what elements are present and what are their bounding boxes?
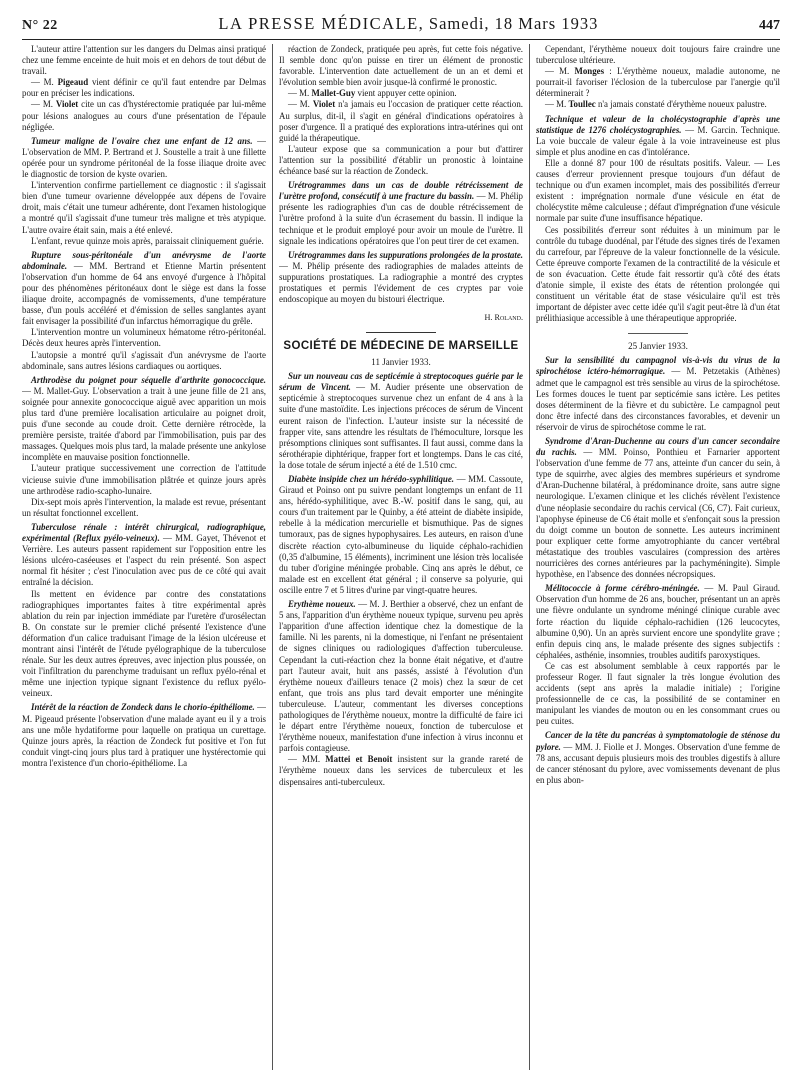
author-signature: H. Roland. (484, 313, 523, 323)
column-2-paragraphs-top (279, 44, 523, 305)
columns (22, 44, 780, 1070)
page-number: 447 (759, 18, 780, 33)
section-paragraph (279, 371, 523, 471)
prefix: — M. (31, 77, 58, 88)
paragraph-text: — M. Phélip présente des radiographies de malades atteints de suppurations prostatiques. La radiographie a montré des cryptes prostatiques et permis l'évidement de ces cryptes par voie endoscopique au moyen du bistouri électrique. (279, 260, 523, 305)
section-heading: Tumeur maligne de l'ovaire chez une enfant de 12 ans. (31, 135, 253, 146)
paragraph-text: Ce cas est absolument semblable à ceux rapportés par le professeur Roger. Il faut signaler la très longue évolution des accidents (sept ans après la maladie initiale) ; l'origine professionnelle de ce cas, la possibilité de se contaminer en manipulant les viandes de mouton ou en les consommant crues ou peu cuites. (536, 660, 780, 727)
paragraph-text: Ces possibilités d'erreur sont réduites à un minimum par le contrôle du tubage duodénal, par l'étude des signes tirés de l'examen du carrefour, par l'épreuve de la valeur fonctionnelle de la vésicule. Cette épreuve comporte l'examen de la contractilité de la vésicule et de son évacuation. Cette étude fait ressortir qu'à côté des états d'atonie simple, il existe des états de rétention prolongée qui constituent un véritable état de stase vésiculaire qu'il est très important de dépister avec cette idée qu'il s'agit peut-être là d'un état prélithiasique accessible à une thérapeutique appropriée. (536, 224, 780, 324)
paragraph (279, 754, 523, 787)
paragraph-text: — M. Paul Giraud. Observation d'un homme de 26 ans, boucher, présentant un an après une fièvre ondulante un syndrome méningé clinique curable avec forte réaction du liquide céphalo-rachidien (126 leucocytes, albumine 0,90). Un an après survient encore une spondylite grave ; enfin depuis cinq ans, le malade présente des signes subjectifs : céphalées, asthénie, insomnies, troubles auditifs paroxystiques. (536, 583, 780, 660)
section-paragraph (536, 730, 780, 785)
header-rule (22, 39, 780, 40)
paragraph-text: — M. Audier présente une observation de septicémie à streptocoques survenue chez un enfant de 4 ans à la suite d'une mastoïdite. Les injections précoces de sérum de Vincent eurent raison de l'infection. L'auteur insiste sur la nécessité de frapper vite, sans attendre les résultats de l'hémoculture, lorsque les présomptions cliniques sont suffisantes. Il faut aussi, comme dans la sérothérapie diphtérique, frapper fort et longtemps. Dans le cas cité, la dose totale de sérum injecté a été de 1.510 cmc. (279, 382, 523, 470)
paragraph (22, 497, 266, 519)
speaker-name: Violet (55, 99, 79, 110)
paragraph-text: — M. Mallet-Guy. L'observation a trait à une jeune fille de 21 ans, soignée pour annexite gonococcique aiguë avec apparition un mois plus tard d'une première localisation articulaire au poignet droit, puis d'une seconde au coude droit. Cette dernière rétrocède, la première persiste, traitée d'abord par l'immobilisation, puis par des massages. Quelques mois plus tard, la malade présente une ankylose incomplète en mauvaise position fonctionnelle. (22, 385, 266, 463)
paragraph (536, 99, 780, 110)
paragraph-text: Cependant, l'érythème noueux doit toujours faire craindre une tuberculose ultérieure. (536, 44, 780, 66)
column-1 (22, 44, 266, 1070)
paragraph-text: — MM. Cassoute, Giraud et Poinso ont pu suivre pendant longtemps un enfant de 11 ans, hérédo-syphilitique, avec B.-W. positif dans le sang, qui, au cours d'un traitement par le Quinby, a été atteint de diabète insipide, rebelle à la médication mercurielle et bismuthique. Pas de signes tumoraux, pas de signes hypophysaires. Les auteurs, en raison d'une discrète réaction cyto-albumineuse du liquide céphalo-rachidien (0,35 d'albumine, 15 éléments), incriminent une lésion très localisée du tuber d'origine méningée probable. Cinq ans après le début, ce malade est en excellent état général ; il conserve sa polyurie, qui oscille entre 7 et 5 litres d'urine par vingt-quatre heures. (279, 474, 523, 595)
paragraph-text: L'auteur pratique successivement une correction de l'attitude vicieuse suivie d'une immobilisation plâtrée et quinze jours après une arthrodèse radio-scapho-lunaire. (22, 463, 266, 496)
section-heading: Urétrogrammes dans un cas de double rétrécissement de l'urètre profond, consécutif à une fracture du bassin. (279, 180, 523, 202)
section-heading: Intérêt de la réaction de Zondeck dans le chorio-épithéliome. (31, 702, 255, 713)
paragraph (22, 236, 266, 247)
paragraph (22, 44, 266, 77)
paragraph (279, 99, 523, 143)
paragraph-text: — MM. Gayet, Thévenot et Verrière. Les auteurs passent rapidement sur l'opposition entre les lésions ulcéro-caséeuses et l'aspect du rein présenté. Son aspect normal fit hésiter ; c'est l'inoculation avec pus de ce côté qui avait entraîné la décision. (22, 533, 266, 588)
paragraph (536, 158, 780, 225)
speaker-name: Mattei et Benoit (325, 754, 393, 765)
paragraph-text: L'intervention confirme partiellement ce diagnostic : il s'agissait bien d'une tumeur ovarienne développée aux dépens de l'ovaire droit, mais c'était une tumeur adhérente, dont l'examen histologique a montré qu'il s'agissait d'une tumeur très maligne et très atypique. L'autre ovaire était sain, mais a été enlevé. (22, 180, 266, 235)
speaker-name: Pigeaud (57, 77, 89, 88)
paragraph (22, 77, 266, 99)
section-divider (366, 332, 436, 333)
journal-title (218, 14, 598, 34)
prefix: — M. (545, 66, 575, 77)
column-3 (536, 44, 780, 1070)
section-heading: Arthrodèse du poignet pour séquelle d'arthrite gonococcique. (31, 374, 266, 385)
section-paragraph (22, 375, 266, 464)
section-divider (628, 333, 688, 334)
issue-number: N° 22 (22, 18, 58, 33)
speaker-name: Monges (574, 66, 605, 77)
paragraph-text: Dix-sept mois après l'intervention, la malade est revue, présentant un résultat fonctionnel excellent. (22, 496, 266, 518)
paragraph (536, 44, 780, 66)
section-paragraph (536, 436, 780, 580)
section-paragraph (22, 136, 266, 180)
section-heading: Sur un nouveau cas de septicémie à streptocoques guérie par le sérum de Vincent. (279, 371, 523, 393)
section-paragraph (279, 250, 523, 305)
paragraph-text: — M. Pigeaud présente l'observation d'une malade ayant eu il y a trois ans une môle hydatiforme pour laquelle on pratiqua un curettage. Quinze jours après, la réaction de Zondeck fut positive et l'on fut conduit vingt-cinq jours plus tard à pratiquer une hystérectomie qui montra l'existence d'un chorio-épithéliome. La (22, 702, 266, 768)
paragraph-text: cite un cas d'hystérectomie pratiquée par lui-même pour lésions analogues au cours d'une présentation de l'épaule négligée. (22, 99, 266, 132)
paragraph-text: n'a jamais eu l'occasion de pratiquer cette réaction. Au surplus, dit-il, il s'agit en général d'indications opératoires à poser d'urgence. Il a pratiqué des explorations intra-utérines qui ont guidé la thérapeutique. (279, 99, 523, 143)
section-paragraph (536, 583, 780, 661)
paragraph-text: Ils mettent en évidence par contre des constatations radiographiques importantes faites à titre expérimental après ablation du rein par injection immédiate par l'uretère d'urosélectan B. On constate sur le premier cliché présenté l'existence d'une déformation d'un calice traduisant l'image de la lésion ulcéreuse et montrant ainsi l'intérêt de l'étude pyélographique de la tuberculose rénale. Sur les deux autres épreuves, avec injection plus poussée, on voit l'infiltration du parenchyme traduisant un reflux pyélo-rénal et même une injection typique signant l'existence du reflux pyélo-veineux. (22, 588, 266, 699)
prefix: — M. (288, 88, 312, 99)
section-paragraph (22, 250, 266, 328)
paragraph (22, 327, 266, 349)
section-paragraph (22, 522, 266, 589)
section-paragraph (279, 599, 523, 754)
column-3-paragraphs-top (536, 44, 780, 324)
paragraph-text: — L'observation de MM. P. Bertrand et J. Soustelle a trait à une fillette opérée pour un syndrome péritonéal de la fosse iliaque droite avec le diagnostic de torsion de kyste ovarien. (22, 135, 266, 180)
section-heading: Rupture sous-péritonéale d'un anévrysme de l'aorte abdominale. (22, 249, 266, 271)
paragraph-text: vient définir ce qu'il faut entendre par Delmas pour en préciser les indications. (22, 77, 266, 99)
paragraph-text: L'auteur expose que sa communication a pour but d'attirer l'attention sur la possibilité d'établir un pronostic à lointaine échéance basé sur la réaction de Zondeck. (279, 143, 523, 177)
prefix: — MM. (288, 754, 326, 765)
society-title: SOCIÉTÉ DE MÉDECINE DE MARSEILLE (283, 340, 519, 353)
section-heading: Tuberculose rénale : intérêt chirurgical, radiographique, expérimental (Reflux pyélo-veineux). (22, 521, 266, 544)
column-divider (529, 44, 530, 1070)
paragraph (279, 144, 523, 177)
paragraph-text: L'autopsie a montré qu'il s'agissait d'un anévrysme de l'aorte abdominale, sans autres lésions cardiaques ou aortiques. (22, 349, 266, 371)
speaker-name: Mallet-Guy (311, 88, 356, 99)
session-date: 25 Janvier 1933. (628, 341, 688, 352)
paragraph-text: — M. Garcin. Technique. La voie buccale de valeur égale à la voie intraveineuse est plus simple et plus anodine en cas d'intolérance. (536, 124, 780, 157)
speaker-name: Toullec (568, 99, 596, 110)
paragraph (22, 99, 266, 132)
section-paragraph (536, 114, 780, 158)
prefix: — M. (545, 99, 569, 110)
column-1-paragraphs (22, 44, 266, 769)
column-2 (279, 44, 523, 1070)
paragraph-text: Elle a donné 87 pour 100 de résultats positifs. Valeur. — Les causes d'erreur proviennent presque toujours d'un défaut de technique ou d'un examen incomplet, mais des possibilités d'erreur existent : imprégnation normale d'une vésicule en état de cholécystite même calculeuse ; défaut d'imprégnation d'une vésicule normale par suite d'une insuffisance hépatique. (536, 157, 780, 224)
prefix: — M. (31, 99, 56, 110)
paragraph-text: insistent sur la grande rareté de l'érythème noueux dans les services de tuberculeux et les dispensaires anti-tuberculeux. (279, 754, 523, 787)
column-3-paragraphs-bottom (536, 355, 780, 786)
issue-date: , Samedi, 18 Mars 1933 (418, 14, 599, 33)
paragraph-text: — M. Petzetakis (Athènes) admet que le campagnol est très sensible au virus de la spirochétose. Les formes douces le tuent par septicémie sans ictère. Les petites doses déterminent de la fièvre et du subictère. Le campagnol peut donc être infecté dans des circonstances favorables, et devenir un réservoir de virus de spirochétose comme le rat. (536, 366, 780, 432)
section-heading: Cancer de la tête du pancréas à symptomatologie de sténose du pylore. (536, 730, 780, 752)
paragraph-text: — MM. Poinso, Ponthieu et Farnarier apportent l'observation d'une femme de 77 ans, atteinte d'un cancer du sein, à type de squirrhe, avec algies des membres supérieurs et syndrome d'Aran-Duchenne bilatéral, à prédominance droite, sans autre signe neurologique. L'examen clinique et les clichés révèlent l'existence d'une néoplasie secondaire du rachis cervical (C6, C7). Fait curieux, l'apophyse épineuse de C6 était molle et s'enfonçait sous la pression du doigt comme un bouton de sonnette. Les auteurs incriminent pour expliquer cette forme amyotrophiante du cancer vertébral métastatique des troubles vasculaires (compression des artères nourricières des cornes antérieures par la pachyméningite). Simple hypothèse, en l'absence des données nécropsiques. (536, 447, 780, 580)
paragraph (22, 180, 266, 235)
paragraph-text: n'a jamais constaté d'érythème noueux palustre. (595, 99, 767, 110)
paragraph-text: — M. J. Berthier a observé, chez un enfant de 5 ans, l'apparition d'un érythème noueux typique, survenu peu après l'apparition d'une affection identique chez la domestique de la famille. Ni les parents, ni la domestique, ni l'enfant ne présentaient de signes cliniques ou radiologiques d'affection tuberculeuse. Cependant la cuti-réaction chez la bonne était négative, et d'autre part l'auteur avait, huit ans passés, assisté à l'évolution d'un érythème noueux d'ailleurs tenace (2 mois) chez la sœur de cet enfant, que trois ans plus tard devait emporter une méningite tuberculeuse. L'auteur, commentant les diverses conceptions pathologiques de l'érythème noueux, montre la difficulté de faire ici le départ entre l'érythème noueux, fonction de tuberculose et l'érythème noueux, manifestation d'une infection à virus inconnu et parfois contagieuse. (279, 599, 523, 754)
paragraph-text: réaction de Zondeck, pratiquée peu après, fut cette fois négative. Il semble donc qu'on puisse en tirer un élément de pronostic favorable. L'intervention date actuellement de un an et demi et l'évolution semble bien avoir jusque-là confirmé le pronostic. (279, 44, 523, 88)
column-2-paragraphs-bottom (279, 371, 523, 787)
section-heading: Sur la sensibilité du campagnol vis-à-vis du virus de la spirochétose ictéro-hémorragique. (536, 355, 780, 377)
paragraph-text: vient appuyer cette opinion. (355, 88, 457, 99)
paragraph (22, 589, 266, 700)
page-header (22, 14, 780, 36)
paragraph-text: : L'érythème noueux, maladie autonome, ne pourrait-il favoriser l'éclosion de la tuberculose par l'anergie qu'il déterminerait ? (536, 66, 780, 99)
section-paragraph (22, 702, 266, 769)
paragraph-text: L'enfant, revue quinze mois après, paraissait cliniquement guérie. (31, 235, 264, 246)
paragraph (22, 463, 266, 496)
journal-name: LA PRESSE MÉDICALE (218, 14, 419, 33)
paragraph (279, 88, 523, 99)
newspaper-page (22, 14, 780, 1074)
paragraph-text: — MM. Bertrand et Etienne Martin présentent l'observation d'un homme de 64 ans envoyé d'urgence à l'hôpital pour des phénomènes péritonéaux dont le siège est dans la fosse iliaque droite, accompagnés de vomissements, d'une température basse, d'un pouls accéléré et d'émission de selles sanglantes ayant fait envisager la possibilité d'un infarctus hémorragique du grêle. (22, 260, 266, 327)
society-date: 11 Janvier 1933. (371, 357, 431, 368)
paragraph (536, 66, 780, 99)
paragraph-text: L'intervention montre un volumineux hématome rétro-péritonéal. Décès deux heures après l'intervention. (22, 327, 266, 349)
section-heading: Syndrome d'Aran-Duchenne au cours d'un cancer secondaire du rachis. (536, 436, 780, 458)
paragraph-text: — MM. J. Fiolle et J. Monges. Observation d'une femme de 78 ans, accusant depuis plusieurs mois des troubles digestifs à allure de cancer sténosant du pylore, avec vomissements devenant de plus en plus abon- (536, 741, 780, 785)
section-heading: Mélitococcie à forme cérébro-méningée. (545, 583, 700, 594)
paragraph-text: L'auteur attire l'attention sur les dangers du Delmas ainsi pratiqué chez une femme enceinte de huit mois et en dehors de tout début de travail. (22, 44, 266, 77)
paragraph (22, 350, 266, 372)
section-paragraph (536, 355, 780, 433)
column-divider (272, 44, 273, 1070)
paragraph-text: — M. Phélip présente les radiographies d'un cas de double rétrécissement de l'urètre profond à la suite d'un écrasement du bassin. Il indique la technique et le produit employé pour avoir un moule de l'urètre. Il signale les indications opératoires que l'on peut tirer de cet examen. (279, 191, 523, 246)
section-heading: Technique et valeur de la cholécystographie d'après une statistique de 1276 cholécystographies. (536, 113, 780, 135)
section-paragraph (279, 180, 523, 247)
section-heading: Urétrogrammes dans les suppurations prolongées de la prostate. (288, 249, 523, 260)
paragraph (279, 44, 523, 88)
section-heading: Erythème noueux. (288, 599, 356, 610)
speaker-name: Violet (312, 99, 336, 110)
paragraph (536, 661, 780, 728)
section-paragraph (279, 474, 523, 596)
paragraph (536, 225, 780, 325)
prefix: — M. (288, 99, 313, 110)
section-heading: Diabète insipide chez un hérédo-syphilitique. (288, 474, 455, 484)
